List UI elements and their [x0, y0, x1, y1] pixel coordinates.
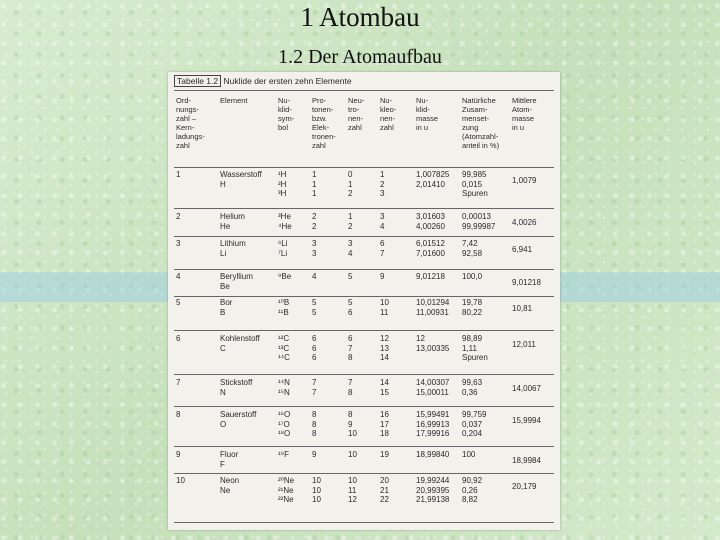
- table-rule: [174, 236, 554, 237]
- table-cell: 5: [348, 272, 353, 281]
- column-header: Nu- klid- masse in u: [416, 96, 439, 132]
- table-cell: 1 2: [348, 212, 353, 231]
- table-rule: [174, 90, 554, 91]
- table-cell: 10,01294 11,00931: [416, 298, 450, 317]
- table-rule: [174, 167, 554, 168]
- table-cell: 14 15: [380, 378, 389, 397]
- page-title: 1 Atombau: [300, 2, 420, 32]
- table-cell: ²⁰Ne ²¹Ne ²²Ne: [278, 476, 295, 504]
- table-rule: [174, 296, 554, 297]
- table-rule: [174, 473, 554, 474]
- table-cell: Lithium Li: [220, 239, 246, 258]
- table-cell: 7: [176, 378, 181, 387]
- table-cell: 1: [176, 170, 181, 179]
- table-cell: 4,0026: [512, 218, 537, 227]
- table-cell: 10 10 10: [312, 476, 321, 504]
- column-header: Natürliche Zusam- menset- zung (Atomzahl- anteil in %): [462, 96, 500, 150]
- table-cell: Beryllium Be: [220, 272, 253, 291]
- table-cell: 90,92 0,26 8,82: [462, 476, 483, 504]
- table-cell: 8 9 10: [348, 410, 357, 438]
- column-header: Pro- tonen- bzw. Elek- tronen- zahl: [312, 96, 336, 150]
- table-cell: ¹²C ¹³C ¹⁴C: [278, 334, 290, 362]
- table-cell: Fluor F: [220, 450, 239, 469]
- table-cell: 4: [176, 272, 181, 281]
- table-cell: 3,01603 4,00260: [416, 212, 445, 231]
- table-cell: 5 5: [312, 298, 317, 317]
- table-cell: 1,007825 2,01410: [416, 170, 450, 189]
- table-cell: 19: [380, 450, 389, 459]
- table-cell: ¹⁹F: [278, 450, 289, 459]
- table-cell: 99,759 0,037 0,204: [462, 410, 487, 438]
- table-cell: ¹⁰B ¹¹B: [278, 298, 290, 317]
- table-cell: 9,01218: [512, 278, 541, 287]
- table-cell: 1 2 3: [380, 170, 385, 198]
- table-cell: Wasserstoff H: [220, 170, 262, 189]
- table-rule: [174, 208, 554, 209]
- table-cell: ⁹Be: [278, 272, 292, 281]
- table-cell: 10: [348, 450, 357, 459]
- table-cell: 9,01218: [416, 272, 445, 281]
- table-cell: 1,0079: [512, 176, 537, 185]
- column-header: Element: [220, 96, 248, 105]
- table-cell: 7 8: [348, 378, 353, 397]
- table-cell: ⁶Li ⁷Li: [278, 239, 288, 258]
- table-cell: Neon Ne: [220, 476, 240, 495]
- column-header: Ord- nungs- zahl – Kern- ladungs- zahl: [176, 96, 205, 150]
- table-cell: 0 1 2: [348, 170, 353, 198]
- column-header: Mittlere Atom- masse in u: [512, 96, 537, 132]
- table-cell: 3 3: [312, 239, 317, 258]
- table-cell: 9: [380, 272, 385, 281]
- table-cell: 7 7: [312, 378, 317, 397]
- table-caption: [174, 76, 352, 86]
- table-cell: 99,985 0,015 Spuren: [462, 170, 488, 198]
- table-cell: 3: [176, 239, 181, 248]
- column-header: Nu- klid- sym- bol: [278, 96, 295, 132]
- table-cell: 10,81: [512, 304, 533, 313]
- table-cell: 1 1 1: [312, 170, 317, 198]
- table-cell: 6,01512 7,01600: [416, 239, 445, 258]
- table-rule: [174, 374, 554, 375]
- table-cell: Stickstoff N: [220, 378, 253, 397]
- table-cell: 10 11: [380, 298, 389, 317]
- table-rule: [174, 269, 554, 270]
- table-cell: ³He ⁴He: [278, 212, 292, 231]
- table-cell: 10 11 12: [348, 476, 357, 504]
- column-header: Neu- tro- nen- zahl: [348, 96, 365, 132]
- page-subtitle: 1.2 Der Atomaufbau: [278, 46, 442, 68]
- table-cell: 99,63 0,36: [462, 378, 483, 397]
- table-cell: 3 4: [380, 212, 385, 231]
- table-cell: 14,00307 15,00011: [416, 378, 450, 397]
- table-cell: 0,00013 99,99987: [462, 212, 496, 231]
- table-cell: 9: [312, 450, 317, 459]
- table-cell: 2: [176, 212, 181, 221]
- table-rule: [174, 406, 554, 407]
- table-cell: ¹⁶O ¹⁷O ¹⁸O: [278, 410, 291, 438]
- table-cell: 15,99491 16,99913 17,99916: [416, 410, 450, 438]
- table-cell: 18,9984: [512, 456, 541, 465]
- table-cell: 19,99244 20,99395 21,99138: [416, 476, 450, 504]
- table-rule: [174, 522, 554, 523]
- column-header: Nu- kleo- nen- zahl: [380, 96, 397, 132]
- table-cell: Kohlenstoff C: [220, 334, 260, 353]
- table-cell: 14,0067: [512, 384, 541, 393]
- table-cell: 5: [176, 298, 181, 307]
- table-cell: 12 13 14: [380, 334, 389, 362]
- table-cell: 6,941: [512, 245, 533, 254]
- table-cell: 12 13,00335: [416, 334, 450, 353]
- table-cell: 19,78 80,22: [462, 298, 483, 317]
- table-cell: 12,011: [512, 340, 536, 349]
- table-cell: 98,89 1,11 Spuren: [462, 334, 488, 362]
- table-cell: 20 21 22: [380, 476, 389, 504]
- table-caption-text: Nuklide der ersten zehn Elemente: [223, 76, 352, 86]
- table-rule: [174, 330, 554, 331]
- table-cell: 100: [462, 450, 476, 459]
- table-cell: 2 2: [312, 212, 317, 231]
- table-cell: 6: [176, 334, 181, 343]
- table-cell: 7,42 92,58: [462, 239, 483, 258]
- table-cell: 16 17 18: [380, 410, 389, 438]
- table-cell: 8 8 8: [312, 410, 317, 438]
- nuclide-table: [168, 72, 560, 530]
- table-cell: 100,0: [462, 272, 483, 281]
- table-cell: Bor B: [220, 298, 233, 317]
- table-cell: 6 6 6: [312, 334, 317, 362]
- table-cell: 20,179: [512, 482, 537, 491]
- table-cell: 3 4: [348, 239, 353, 258]
- table-cell: 15,9994: [512, 416, 541, 425]
- table-cell: 9: [176, 450, 181, 459]
- table-cell: Helium He: [220, 212, 245, 231]
- table-caption-label: Tabelle 1.2: [174, 75, 221, 87]
- table-cell: 6 7: [380, 239, 385, 258]
- table-cell: Sauerstoff O: [220, 410, 257, 429]
- table-cell: 5 6: [348, 298, 353, 317]
- table-cell: 4: [312, 272, 317, 281]
- table-cell: 10: [176, 476, 185, 485]
- table-cell: 8: [176, 410, 181, 419]
- table-cell: ¹H ²H ³H: [278, 170, 287, 198]
- table-rule: [174, 446, 554, 447]
- table-cell: ¹⁴N ¹⁵N: [278, 378, 290, 397]
- table-cell: 6 7 8: [348, 334, 353, 362]
- table-cell: 18,99840: [416, 450, 450, 459]
